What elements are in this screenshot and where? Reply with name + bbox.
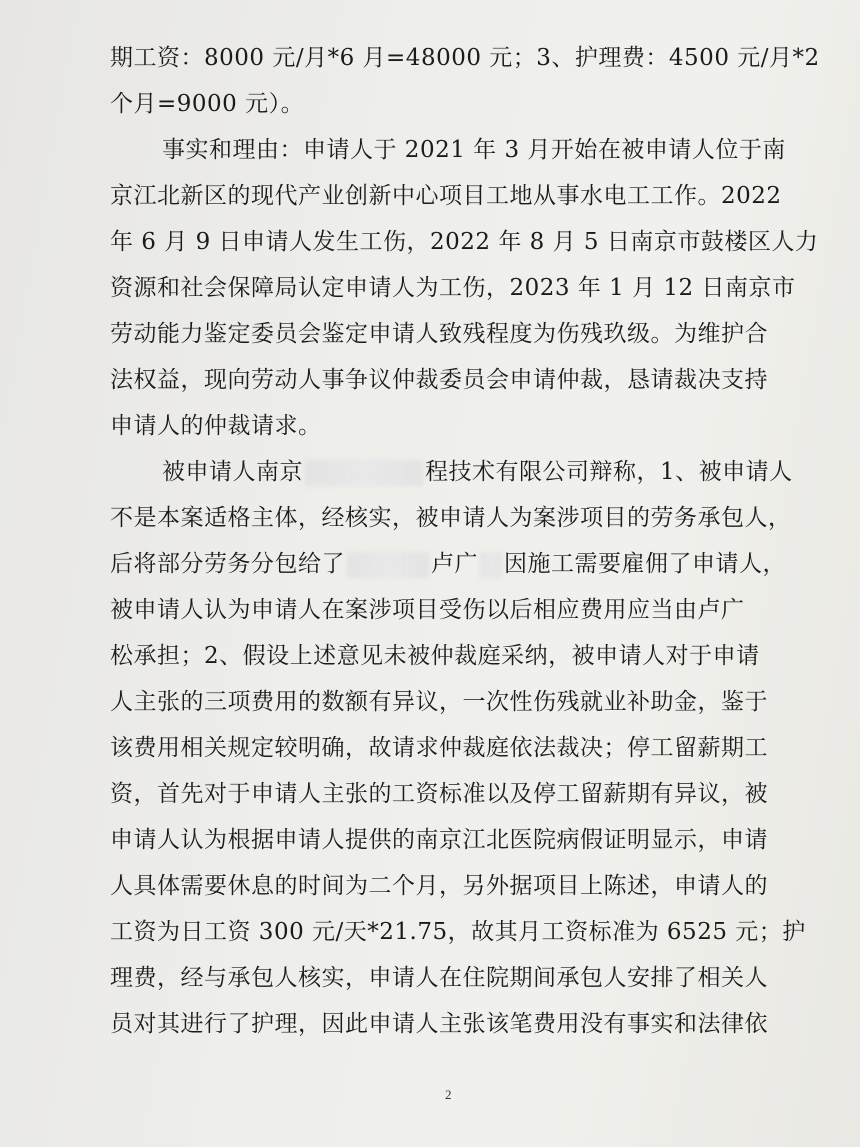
redacted-char xyxy=(480,552,502,578)
text-line: 人具体需要休息的时间为二个月，另外据项目上陈述，申请人的 xyxy=(110,873,768,899)
subcontract-prefix: 后将部分劳务分包给了 xyxy=(110,551,345,577)
text-line-subcontract xyxy=(110,547,800,581)
text-line: 人主张的三项费用的数额有异议，一次性伤残就业补助金，鉴于 xyxy=(110,689,768,715)
text-line: 松承担；2、假设上述意见未被仲裁庭采纳，被申请人对于申请 xyxy=(110,643,760,669)
text-line: 申请人认为根据申请人提供的南京江北医院病假证明显示，申请 xyxy=(110,827,768,853)
text-line: 工资为日工资 300 元/天*21.75，故其月工资标准为 6525 元；护 xyxy=(110,919,806,945)
text-line-respondent xyxy=(162,455,802,489)
subcontract-suffix: 因施工需要雇佣了申请人， xyxy=(504,551,786,577)
page-number: 2 xyxy=(445,1087,452,1102)
text-line: 资源和社会保障局认定申请人为工伤，2023 年 1 月 12 日南京市 xyxy=(110,275,796,301)
text-line: 法权益，现向劳动人事争议仲裁委员会申请仲裁，恳请裁决支持 xyxy=(110,367,768,393)
respondent-suffix: 程技术有限公司辩称，1、被申请人 xyxy=(425,459,793,485)
redacted-company-name xyxy=(305,460,423,486)
text-line: 申请人的仲裁请求。 xyxy=(110,413,322,439)
text-line: 期工资：8000 元/月*6 月=48000 元；3、护理费：4500 元/月*2 xyxy=(110,45,820,71)
text-line: 不是本案适格主体，经核实，被申请人为案涉项目的劳务承包人， xyxy=(110,505,792,531)
redacted-name xyxy=(347,552,429,578)
text-line: 事实和理由：申请人于 2021 年 3 月开始在被申请人位于南 xyxy=(162,137,786,163)
text-line: 理费，经与承包人核实，申请人在住院期间承包人安排了相关人 xyxy=(110,965,768,991)
text-line: 劳动能力鉴定委员会鉴定申请人致残程度为伤残玖级。为维护合 xyxy=(110,321,768,347)
text-line: 被申请人认为申请人在案涉项目受伤以后相应费用应当由卢广 xyxy=(110,597,745,623)
text-line: 该费用相关规定较明确，故请求仲裁庭依法裁决；停工留薪期工 xyxy=(110,735,768,761)
subcontract-name: 卢广 xyxy=(431,551,478,577)
text-line: 年 6 月 9 日申请人发生工伤，2022 年 8 月 5 日南京市鼓楼区人力 xyxy=(110,229,819,255)
respondent-prefix: 被申请人南京 xyxy=(162,459,303,485)
text-line: 个月=9000 元）。 xyxy=(110,91,305,117)
text-line: 员对其进行了护理，因此申请人主张该笔费用没有事实和法律依 xyxy=(110,1011,768,1037)
text-line: 资，首先对于申请人主张的工资标准以及停工留薪期有异议，被 xyxy=(110,781,768,807)
text-line: 京江北新区的现代产业创新中心项目工地从事水电工工作。2022 xyxy=(110,183,782,209)
